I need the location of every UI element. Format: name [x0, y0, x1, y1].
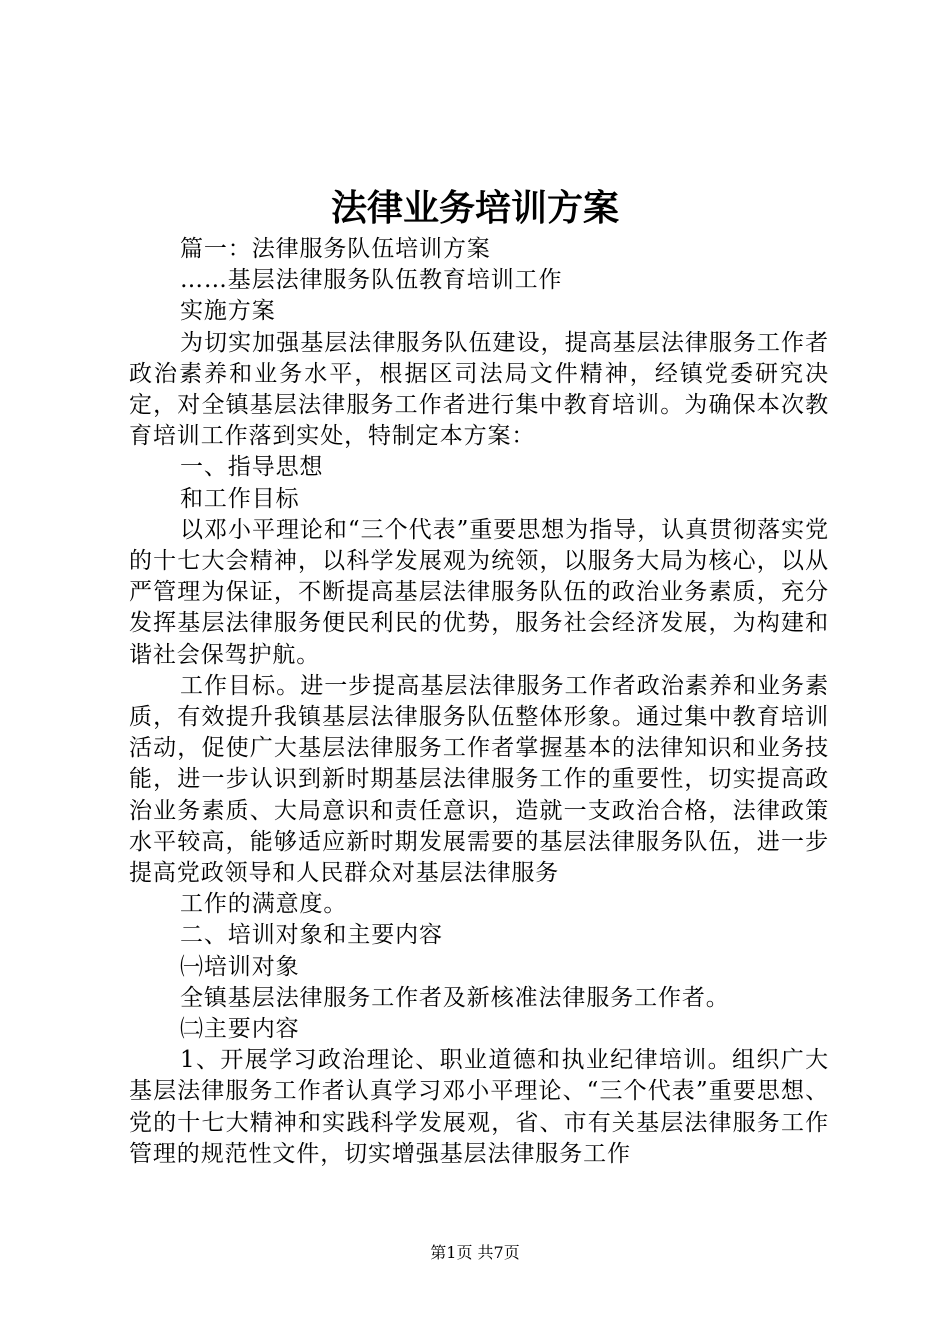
paragraph-targets: 全镇基层法律服务工作者及新核准法律服务工作者。: [180, 984, 730, 1011]
section-heading-2: 二、培训对象和主要内容: [180, 922, 443, 949]
document-body: [129, 234, 829, 1170]
subsection-heading-content: ㈡主要内容: [180, 1016, 300, 1043]
paragraph-intro: 为切实加强基层法律服务队伍建设，提高基层法律服务工作者政治素养和业务水平，根据区司法局文件精神，经镇党委研究决定，对全镇基层法律服务工作者进行集中教育培训。为确保本次教育培训工作落到实处，特制定本方案：: [129, 329, 829, 450]
paragraph-chapter-heading: 篇一：法律服务队伍培训方案: [180, 236, 491, 262]
paragraph-guiding-thought: 以邓小平理论和“三个代表”重要思想为指导，认真贯彻落实党的十七大会精神，以科学发展观为统领，以服务大局为核心，以从严管理为保证，不断提高基层法律服务队伍的政治业务素质，充分发挥基层法律服务便民利民的优势，服务社会经济发展，为构建和谐社会保驾护航。: [129, 516, 829, 668]
section-heading-1-cont: 和工作目标: [180, 485, 300, 512]
subsection-heading-targets: ㈠培训对象: [180, 953, 300, 980]
document-title: 法律业务培训方案: [330, 187, 619, 229]
paragraph-subtitle-cont: 实施方案: [180, 298, 276, 325]
paragraph-work-goal: 工作目标。进一步提高基层法律服务工作者政治素养和业务素质，有效提升我镇基层法律服务队伍整体形象。通过集中教育培训活动，促使广大基层法律服务工作者掌握基本的法律知识和业务技能，进一步认识到新时期基层法律服务工作的重要性，切实提高政治业务素质、大局意识和责任意识，造就一支政治合格，法律政策水平较高，能够适应新时期发展需要的基层法律服务队伍，进一步提高党政领导和人民群众对基层法律服务: [129, 672, 829, 887]
paragraph-subtitle: ……基层法律服务队伍教育培训工作: [180, 267, 563, 294]
section-heading-1: 一、指导思想: [180, 454, 324, 481]
paragraph-content-item-1: 1、开展学习政治理论、职业道德和执业纪律培训。组织广大基层法律服务工作者认真学习邓小平理论、“三个代表”重要思想、党的十七大精神和实践科学发展观，省、市有关基层法律服务工作管理的规范性文件，切实增强基层法律服务工作: [129, 1047, 829, 1167]
paragraph-work-goal-cont: 工作的满意度。: [180, 891, 348, 918]
page-footer: 第1页 共7页: [430, 1243, 520, 1262]
